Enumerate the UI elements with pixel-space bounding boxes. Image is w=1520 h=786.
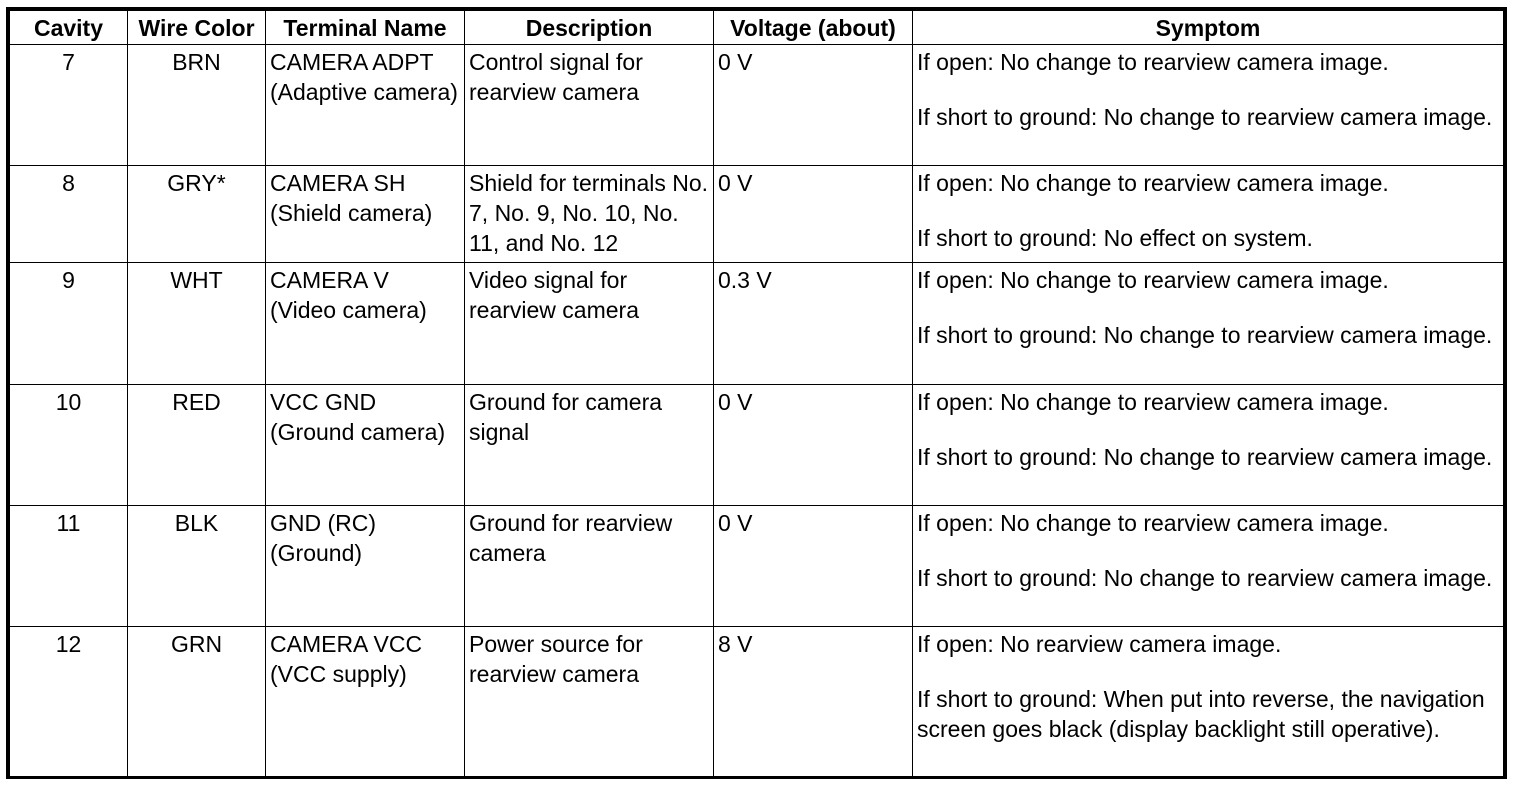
- symptom-short: If short to ground: No change to rearview camera image.: [917, 104, 1493, 130]
- symptom-spacer: [917, 417, 1499, 442]
- header-voltage: Voltage (about): [714, 11, 913, 45]
- table-row: [10, 506, 1504, 627]
- terminal-name-cell: CAMERA VCC (VCC supply): [266, 627, 465, 778]
- symptom-cell: [913, 45, 1504, 166]
- wire-color-cell: GRN: [128, 627, 266, 778]
- cavity-cell: 10: [10, 385, 128, 506]
- terminal-name-cell: VCC GND (Ground camera): [266, 385, 465, 506]
- table-row: [10, 166, 1504, 263]
- wire-color-cell: WHT: [128, 263, 266, 385]
- header-description: Description: [465, 11, 714, 45]
- description-cell: Shield for terminals No. 7, No. 9, No. 10, No. 11, and No. 12: [465, 166, 714, 263]
- symptom-spacer: [917, 538, 1499, 563]
- symptom-spacer: [917, 295, 1499, 320]
- symptom-short: If short to ground: No change to rearview camera image.: [917, 444, 1493, 470]
- table-row: [10, 263, 1504, 385]
- terminal-name-cell: CAMERA SH (Shield camera): [266, 166, 465, 263]
- voltage-cell: 0 V: [714, 45, 913, 166]
- symptom-short: If short to ground: No effect on system.: [917, 225, 1313, 251]
- cavity-cell: 11: [10, 506, 128, 627]
- symptom-open: If open: No change to rearview camera image.: [917, 510, 1389, 536]
- terminal-name-cell: CAMERA V (Video camera): [266, 263, 465, 385]
- symptom-short: If short to ground: When put into reverse, the navigation screen goes black (display backlight still operative).: [917, 686, 1485, 742]
- table-row: [10, 45, 1504, 166]
- symptom-cell: [913, 166, 1504, 263]
- terminal-table: [9, 10, 1504, 778]
- description-cell: Power source for rearview camera: [465, 627, 714, 778]
- voltage-cell: 0.3 V: [714, 263, 913, 385]
- wire-color-cell: GRY*: [128, 166, 266, 263]
- header-row: [10, 11, 1504, 45]
- symptom-spacer: [917, 659, 1499, 684]
- header-terminal-name: Terminal Name: [266, 11, 465, 45]
- cavity-cell: 7: [10, 45, 128, 166]
- symptom-open: If open: No change to rearview camera image.: [917, 170, 1389, 196]
- description-cell: Video signal for rearview camera: [465, 263, 714, 385]
- connector-terminal-table: [6, 7, 1507, 779]
- wire-color-cell: BRN: [128, 45, 266, 166]
- symptom-cell: [913, 263, 1504, 385]
- voltage-cell: 0 V: [714, 166, 913, 263]
- terminal-name-cell: GND (RC) (Ground): [266, 506, 465, 627]
- header-symptom: Symptom: [913, 11, 1504, 45]
- symptom-cell: [913, 506, 1504, 627]
- header-cavity: Cavity: [10, 11, 128, 45]
- cavity-cell: 8: [10, 166, 128, 263]
- table-row: [10, 385, 1504, 506]
- terminal-name-cell: CAMERA ADPT (Adaptive camera): [266, 45, 465, 166]
- wire-color-cell: BLK: [128, 506, 266, 627]
- symptom-short: If short to ground: No change to rearview camera image.: [917, 565, 1493, 591]
- symptom-open: If open: No change to rearview camera image.: [917, 267, 1389, 293]
- symptom-open: If open: No rearview camera image.: [917, 631, 1282, 657]
- description-cell: Control signal for rearview camera: [465, 45, 714, 166]
- symptom-cell: [913, 627, 1504, 778]
- voltage-cell: 8 V: [714, 627, 913, 778]
- voltage-cell: 0 V: [714, 385, 913, 506]
- description-cell: Ground for rearview camera: [465, 506, 714, 627]
- symptom-spacer: [917, 198, 1499, 223]
- cavity-cell: 9: [10, 263, 128, 385]
- table-row: [10, 627, 1504, 778]
- symptom-open: If open: No change to rearview camera image.: [917, 49, 1389, 75]
- symptom-cell: [913, 385, 1504, 506]
- symptom-open: If open: No change to rearview camera image.: [917, 389, 1389, 415]
- description-cell: Ground for camera signal: [465, 385, 714, 506]
- symptom-short: If short to ground: No change to rearview camera image.: [917, 322, 1493, 348]
- voltage-cell: 0 V: [714, 506, 913, 627]
- wire-color-cell: RED: [128, 385, 266, 506]
- header-wire-color: Wire Color: [128, 11, 266, 45]
- cavity-cell: 12: [10, 627, 128, 778]
- symptom-spacer: [917, 77, 1499, 102]
